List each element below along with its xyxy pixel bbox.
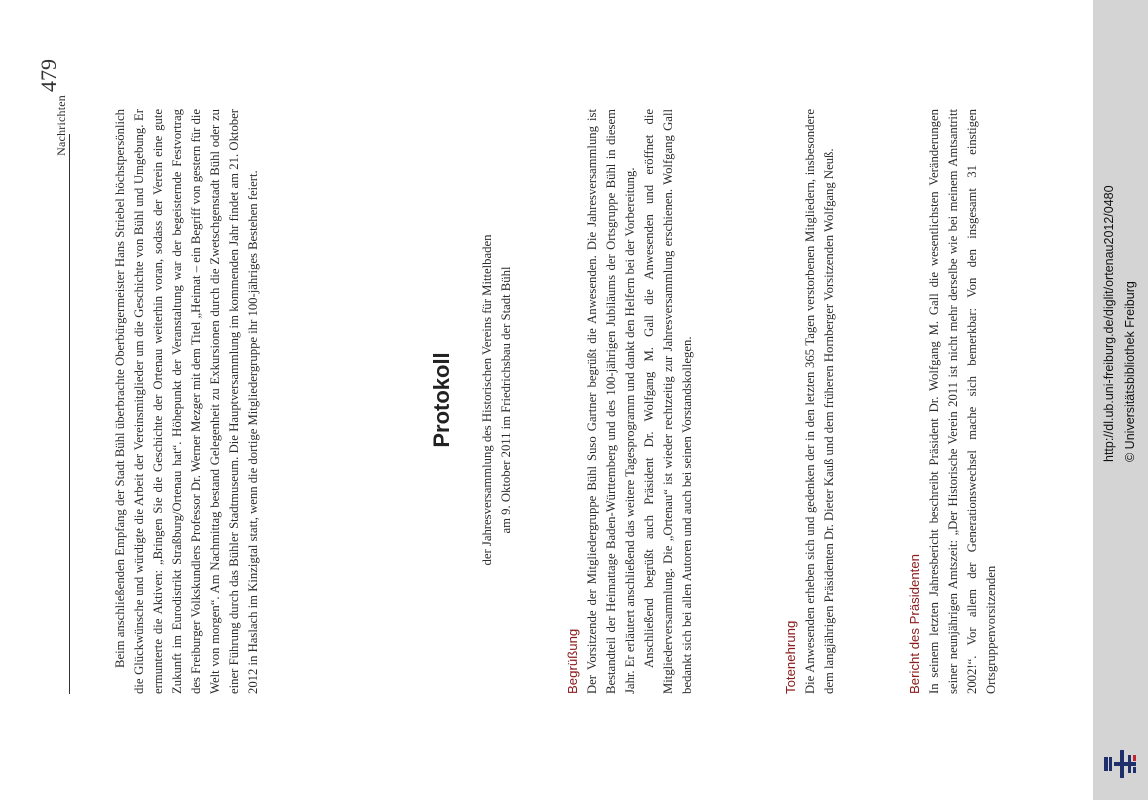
sidebar (1093, 0, 1148, 800)
running-title: Nachrichten (54, 95, 68, 156)
section-heading: Begrüßung (565, 628, 580, 694)
copyright-notice: © Universitätsbibliothek Freiburg (1123, 281, 1137, 462)
page-number: 479 (36, 59, 61, 92)
logo-bar-6 (1133, 767, 1136, 773)
logo-red-mark (1133, 755, 1136, 761)
protokoll-title: Protokoll (429, 352, 454, 448)
section-heading: Totenehrung (783, 620, 798, 694)
intro-section (111, 109, 263, 694)
source-url-link[interactable]: http://dl.ub.uni-freiburg.de/diglit/ortenau2012/0480 (1102, 185, 1116, 462)
logo-bar-5 (1128, 755, 1131, 773)
section-paragraph: In seinem letzten Jahresbericht beschreibt Präsident Dr. Wolfgang M. Gall die wesentlichsten Veränderungen seiner neunjährigen Amtszeit: „Der Historische Verein 2011 ist nicht mehr derselbe wie bei meinem Amtsantritt 2002!“. Vor allem der Generationswechsel mache sich bemerkbar: Von den insgesamt 31 einstigen Ortsgruppenvorsitzenden (927, 109, 998, 694)
logo-bar-2 (1109, 757, 1112, 771)
logo-bar-1 (1104, 757, 1108, 771)
protokoll-subtitle (478, 0, 516, 800)
header-rule (69, 134, 70, 694)
section-paragraph: Der Vorsitzende der Mitgliedergruppe Bühl Suso Gartner begrüßt die Anwesenden. Die Jahresversammlung ist Bestandteil der Heimattage Baden-Württemberg und des 100-jährigen Jubiläums der Ortsgruppe Bühl in diesem Jahr. Er erläutert anschließend das weitere Tagesprogramm und dankt den Helfern bei der Vorbereitung. (585, 109, 637, 694)
ub-freiburg-logo-icon (1100, 742, 1144, 786)
sidebar-text (1093, 0, 1148, 800)
section-bericht (905, 109, 1001, 694)
logo-bar-4 (1120, 750, 1124, 778)
subtitle-line-1: der Jahresversammlung des Historischen Vereins für Mittelbaden (480, 234, 494, 566)
section-heading: Bericht des Präsidenten (907, 553, 922, 694)
subtitle-line-2: am 9. Oktober 2011 im Friedrichsbau der Stadt Bühl (499, 266, 513, 534)
section-totenehrung (781, 109, 839, 694)
section-begruessung (563, 109, 697, 694)
section-paragraph: Anschließend begrüßt auch Präsident Dr. Wolfgang M. Gall die Anwesenden und eröffnet die Mitgliederversammlung. Die „Ortenau“ ist wieder rechtzeitig zur Jahresversammlung erschienen. Wolfgang Gall bedankt sich bei allen Autoren und auch bei seinen Vorstandskollegen. (642, 109, 694, 694)
logo-bar-3 (1114, 762, 1136, 766)
intro-paragraph: Beim anschließenden Empfang der Stadt Bühl überbrachte Oberbürgermeister Hans Striebel höchstpersönlich die Glückwünsche und würdigte die Arbeit der Vereinsmitglieder um die Geschichte von Bühl und Umgebung. Er ermunterte die Aktiven: „Bringen Sie die Geschichte der Ortenau weiterhin voran, sodass der Verein eine gute Zukunft im Eurodistrikt Straßburg/Ortenau hat“. Höhepunkt der Veranstaltung war der begeisternde Festvortrag des Freiburger Volkskundlers Professor Dr. Werner Mezger mit dem Titel „Heimat – ein Begriff von gestern für die Welt von morgen“. Am Nachmittag bestand Gelegenheit zu Exkursionen durch die Zwetschgenstadt Bühl oder zu einer Führung durch das Bühler Stadtmuseum. Die Hauptversammlung im kommenden Jahr findet am 21. Oktober 2012 in Haslach im Kinzigtal statt, wenn die dortige Mitgliedergruppe ihr 100-jähriges Bestehen feiert. (113, 109, 260, 694)
section-paragraph: Die Anwesenden erheben sich und gedenken der in den letzten 365 Tagen verstorbenen Mitgliedern, insbesondere dem langjährigen Präsidenten Dr. Dieter Kauß und dem früheren Hornberger Vorsitzenden Wolfgang Neuß. (803, 109, 836, 694)
